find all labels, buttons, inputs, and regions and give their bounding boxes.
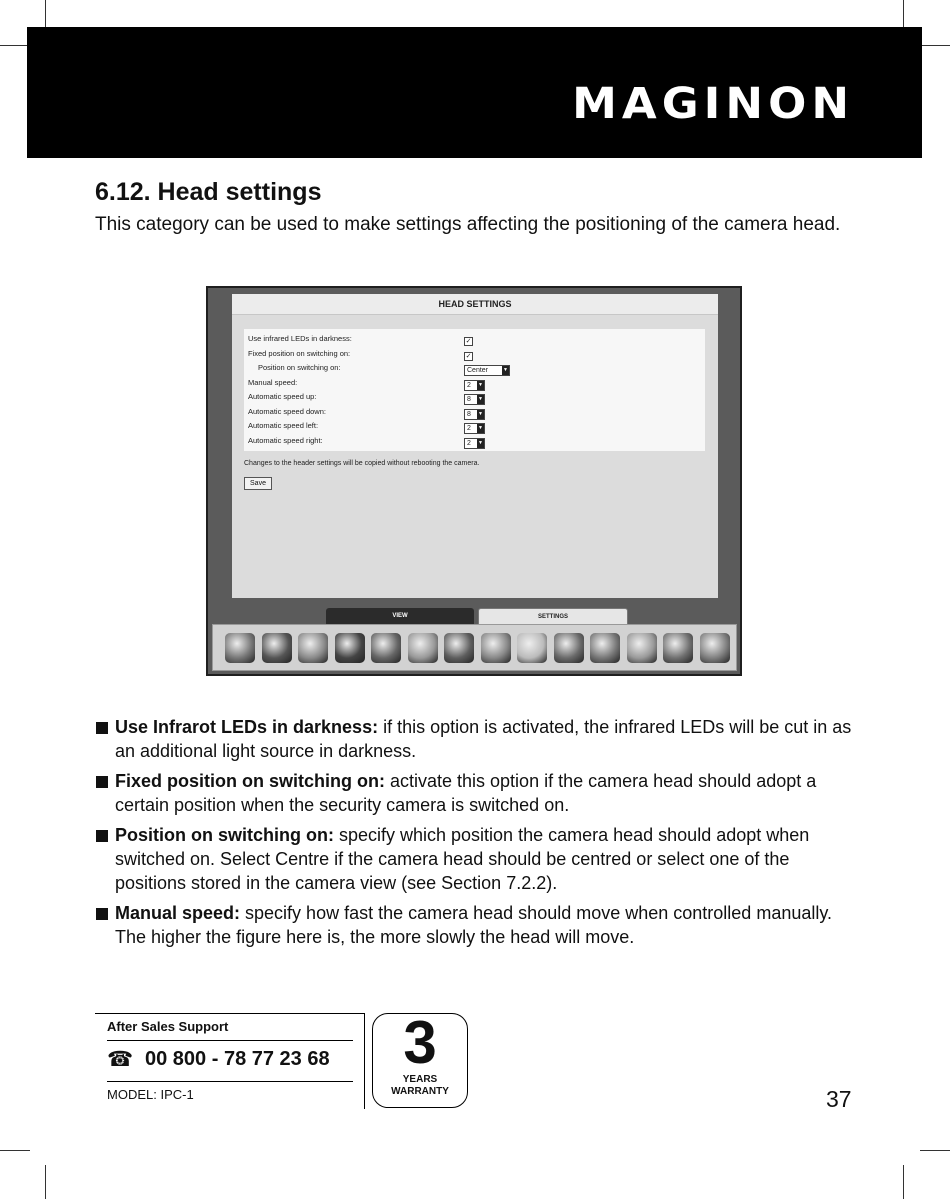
ptz-control-icon[interactable] (627, 633, 657, 663)
setting-checkbox[interactable]: ✓ (465, 338, 472, 345)
user-icon[interactable] (335, 633, 365, 663)
option-text: activate this option if the camera head should adopt a certain position when the security camera is switched on. (115, 771, 817, 815)
bullet-square-icon (96, 908, 108, 920)
select-value: Center (467, 367, 489, 374)
browser-icon[interactable] (481, 633, 511, 663)
select-value: 2 (467, 439, 471, 447)
gear-icon[interactable] (663, 633, 693, 663)
network-icon[interactable] (371, 633, 401, 663)
chevron-down-icon: ▼ (478, 410, 483, 417)
option-term: Position on switching on: (115, 825, 334, 845)
phone-icon: ☎ (107, 1048, 134, 1071)
setting-row (248, 434, 688, 448)
option-term: Use Infrarot LEDs in darkness: (115, 717, 379, 737)
crop-mark (903, 1165, 904, 1199)
brand-header (27, 27, 922, 158)
database-icon[interactable] (554, 633, 584, 663)
chevron-down-icon: ▼ (478, 425, 483, 431)
setting-label: Automatic speed right: (248, 435, 323, 445)
book-icon[interactable] (262, 633, 292, 663)
panel-title: HEAD SETTINGS (232, 294, 718, 315)
select-value: 2 (467, 381, 471, 389)
settings-screenshot (206, 286, 742, 676)
setting-select[interactable] (464, 423, 485, 434)
setting-label: Manual speed: (248, 377, 298, 387)
setting-select[interactable] (464, 365, 510, 376)
tab-settings[interactable]: SETTINGS (478, 608, 628, 625)
warranty-years-number: 3 (403, 1009, 437, 1076)
chevron-down-icon: ▼ (478, 439, 483, 446)
after-sales-support (95, 1013, 365, 1109)
option-descriptions (95, 715, 865, 955)
wireless-icon[interactable] (408, 633, 438, 663)
select-value: 8 (467, 396, 471, 403)
setting-row (248, 361, 688, 375)
bullet-square-icon (96, 722, 108, 734)
settings-panel (232, 294, 718, 598)
option-description-item (95, 901, 865, 949)
select-value: 2 (467, 425, 471, 432)
brand-logo: MAGINON (572, 78, 854, 129)
setting-row (248, 390, 688, 404)
clock-calendar-icon[interactable] (298, 633, 328, 663)
option-description-item (95, 715, 865, 763)
setting-label: Automatic speed left: (248, 421, 319, 430)
option-text: specify how fast the camera head should move when controlled manually. The higher the figure here is, the more slowly the head will move. (115, 903, 833, 947)
warranty-years-label: YEARS (402, 1074, 438, 1085)
option-term: Fixed position on switching on: (115, 771, 385, 791)
tab-view[interactable]: VIEW (326, 608, 474, 624)
option-term: Manual speed: (115, 903, 241, 923)
settings-note: Changes to the header settings will be copied without rebooting the camera. (244, 460, 480, 467)
setting-label: Automatic speed down: (248, 406, 326, 416)
crop-mark (0, 45, 30, 46)
option-text: if this option is activated, the infrared LEDs will be cut in as an additional light source in darkness. (115, 717, 852, 761)
setting-label: Use infrared LEDs in darkness: (248, 334, 352, 343)
option-description-item (95, 823, 865, 895)
page-number: 37 (826, 1086, 852, 1112)
crop-mark (45, 0, 46, 30)
divider (107, 1040, 353, 1041)
setting-label: Automatic speed up: (248, 392, 317, 401)
gears-icon[interactable] (700, 633, 730, 663)
setting-select[interactable] (464, 409, 485, 420)
warranty-label: WARRANTY (391, 1086, 449, 1097)
setting-row (248, 405, 688, 419)
chevron-down-icon: ▼ (503, 367, 508, 373)
support-phone: 00 800 - 78 77 23 68 (145, 1048, 330, 1070)
bullet-square-icon (96, 776, 108, 788)
section-intro: This category can be used to make settings affecting the positioning of the camera head. (95, 214, 841, 235)
divider (107, 1081, 353, 1082)
warranty-badge (372, 1009, 468, 1108)
setting-select[interactable] (464, 380, 485, 391)
crop-mark (0, 1150, 30, 1151)
chevron-down-icon: ▼ (478, 396, 483, 402)
setting-select[interactable] (464, 394, 485, 405)
setting-label: Fixed position on switching on: (248, 348, 351, 358)
bullet-square-icon (96, 830, 108, 842)
save-button[interactable]: Save (244, 477, 272, 490)
setting-label: Position on switching on: (258, 363, 341, 372)
section-title: 6.12. Head settings (95, 178, 322, 206)
setting-row (248, 347, 688, 361)
camera-icon[interactable] (225, 633, 255, 663)
setting-row (248, 419, 688, 433)
option-text: specify which position the camera head should adopt when switched on. Select Centre if the camera head should be centred or select one of the positions stored in the camera view (see Section 7.2.2). (115, 825, 810, 893)
setting-row (248, 376, 688, 390)
crop-mark (903, 0, 904, 30)
crop-mark (45, 1165, 46, 1199)
setting-row (248, 332, 688, 346)
crop-mark (920, 45, 950, 46)
chevron-down-icon: ▼ (478, 381, 483, 388)
select-value: 8 (467, 410, 471, 418)
firewall-icon[interactable] (444, 633, 474, 663)
support-title: After Sales Support (107, 1019, 229, 1034)
head-settings-form (244, 329, 705, 451)
setting-select[interactable] (464, 438, 485, 449)
setting-checkbox[interactable]: ✓ (465, 352, 472, 360)
icon-toolbar (212, 624, 737, 671)
crop-mark (920, 1150, 950, 1151)
option-description-item (95, 769, 865, 817)
mail-icon[interactable] (517, 633, 547, 663)
alarm-clock-icon[interactable] (590, 633, 620, 663)
model-number: MODEL: IPC-1 (107, 1087, 194, 1102)
